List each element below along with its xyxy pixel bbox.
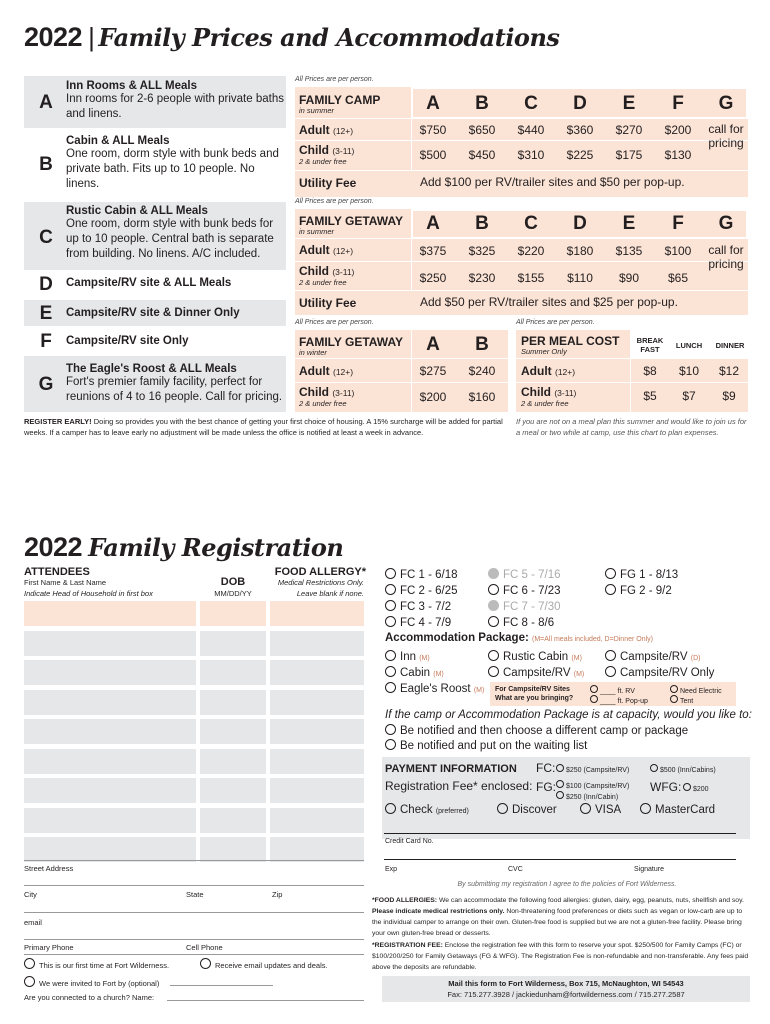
pay-visa[interactable]: VISA — [580, 803, 621, 816]
fg-adult-a: $375 — [419, 244, 447, 258]
attendee-dob-field[interactable] — [200, 601, 266, 626]
package-option-6[interactable]: Eagle's Roost (M) — [385, 682, 484, 695]
wfg-adult-a: $275 — [419, 364, 447, 378]
attendee-allergy-field[interactable] — [270, 660, 364, 685]
fc-adult-d: $360 — [566, 123, 594, 137]
street-label: Street Address — [24, 864, 74, 873]
fg-utility: Add $50 per RV/trailer sites and $25 per pop-up. — [420, 295, 678, 309]
cvc-label: CVC — [508, 866, 523, 873]
register-early-note: REGISTER EARLY! Doing so provides you with the best chance of getting your first choice of housing. A 15% surcharge will be added for partial weeks. If a camper has to leave early no adjustment will be made unless the office is notified at least a week in advance. — [24, 417, 503, 437]
attendee-allergy-field[interactable] — [270, 631, 364, 656]
accom-letter-f: F — [40, 331, 52, 352]
accom-letter-d: D — [39, 274, 53, 295]
fc-utility-label: Utility Fee — [299, 176, 357, 190]
fg-opt-250[interactable]: $250 (Inn/Cabin) — [556, 791, 618, 801]
fc-child-a: $500 — [419, 148, 447, 162]
attendee-name-field[interactable] — [24, 601, 196, 626]
city-label: City — [24, 890, 37, 899]
registration-year: 2022 — [24, 532, 83, 562]
meal-col-lunch: LUNCH — [675, 341, 703, 350]
attendee-allergy-field[interactable] — [270, 719, 364, 744]
camp-option-4[interactable]: FC 6 - 7/23 — [488, 584, 561, 597]
accom-item-a: Inn Rooms & ALL Meals Inn rooms for 2-6 people with private baths and linens. — [66, 80, 284, 120]
attendee-allergy-field[interactable] — [270, 808, 364, 833]
attendee-name-field[interactable] — [24, 660, 196, 685]
fg-adult-label: Adult (12+) — [299, 243, 354, 257]
meal-title: PER MEAL COST — [521, 334, 620, 348]
radio-icon — [488, 600, 499, 611]
state-label: State — [186, 890, 204, 899]
meal-sub: Summer Only — [521, 347, 567, 356]
radio-icon — [605, 666, 616, 677]
fc-g-call: call for pricing — [708, 122, 744, 150]
accom-letter-b: B — [39, 154, 53, 175]
accom-letter-e: E — [39, 303, 53, 324]
fc-col-d: D — [573, 93, 587, 114]
fg-utility-label: Utility Fee — [299, 296, 357, 310]
attendee-dob-field[interactable] — [200, 778, 266, 803]
email-updates-checkbox[interactable]: Receive email updates and deals. — [200, 958, 328, 970]
signature-label: Signature — [634, 866, 664, 873]
attendee-name-field[interactable] — [24, 808, 196, 833]
fc-col-c: C — [524, 93, 538, 114]
wfg-child-label: Child (3-11) — [299, 385, 355, 399]
attendee-name-field[interactable] — [24, 837, 196, 862]
fc-adult-label: Adult (12+) — [299, 123, 354, 137]
attendee-dob-field[interactable] — [200, 631, 266, 656]
radio-icon — [385, 616, 396, 627]
camp-option-0[interactable]: FC 1 - 6/18 — [385, 568, 458, 581]
meal-adult-breakfast: $8 — [643, 364, 657, 378]
fc-opt-500[interactable]: $500 (Inn/Cabins) — [650, 764, 716, 774]
zip-label: Zip — [272, 890, 283, 899]
fc-adult-b: $650 — [468, 123, 496, 137]
wfg-label: WFG: — [650, 780, 682, 794]
prices-title: 2022 | Family Prices and Accommodations — [24, 22, 560, 52]
radio-icon — [385, 568, 396, 579]
fg-adult-d: $180 — [566, 244, 594, 258]
reg-fee-label: Registration Fee* enclosed: — [385, 779, 533, 793]
radio-icon — [488, 666, 499, 677]
accom-item-d: Campsite/RV site & ALL Meals — [66, 277, 232, 289]
fg-adult-e: $135 — [615, 244, 643, 258]
package-option-0[interactable]: Inn (M) — [385, 650, 430, 663]
attendee-name-field[interactable] — [24, 690, 196, 715]
invited-field[interactable] — [170, 985, 273, 986]
pay-discover[interactable]: Discover — [497, 803, 557, 816]
wfg-child-sub: 2 & under free — [299, 399, 347, 408]
wfg-child-b: $160 — [468, 390, 496, 404]
invited-checkbox[interactable]: We were invited to Fort by (optional) — [24, 976, 159, 988]
family-camp-title: FAMILY CAMP — [299, 93, 381, 107]
camp-option-3[interactable]: FC 2 - 6/25 — [385, 584, 458, 597]
fc-child-sub: 2 & under free — [299, 157, 347, 166]
fc-child-b: $450 — [468, 148, 496, 162]
accom-item-c: Rustic Cabin & ALL Meals One room, dorm style with bunk beds for up to 10 people. Central bath is separate from building. No linens. A/C included. — [66, 205, 274, 260]
fc-adult-e: $270 — [615, 123, 643, 137]
agree-note: By submitting my registration I agree to the policies of Fort Wilderness. — [457, 881, 677, 888]
fg-note: All Prices are per person. — [295, 198, 374, 205]
accom-letter-a: A — [39, 92, 53, 113]
accom-letter-c: C — [39, 227, 53, 248]
first-time-checkbox[interactable]: This is our first time at Fort Wilderness. — [24, 958, 169, 970]
fg-adult-f: $100 — [664, 244, 692, 258]
fg-child-d: $110 — [567, 271, 593, 285]
attendees-sub2: Indicate Head of Household in first box — [24, 589, 153, 598]
radio-icon — [385, 666, 396, 677]
capacity-choose-different[interactable]: Be notified and then choose a different camp or package — [385, 724, 688, 737]
cc-field[interactable] — [384, 848, 736, 860]
meal-adult-dinner: $12 — [718, 364, 740, 378]
fc-label: FC: — [536, 761, 556, 775]
fg-col-f: F — [672, 213, 684, 234]
email-field[interactable] — [24, 928, 364, 940]
attendee-dob-field[interactable] — [200, 808, 266, 833]
attendee-allergy-field[interactable] — [270, 749, 364, 774]
registration-title — [24, 532, 343, 563]
attendee-name-field[interactable] — [24, 719, 196, 744]
radio-icon — [488, 584, 499, 595]
wfg-adult-label: Adult (12+) — [299, 364, 354, 378]
package-option-3[interactable]: Cabin (M) — [385, 666, 444, 679]
wfg-title: FAMILY GETAWAY — [299, 335, 404, 349]
package-option-4[interactable]: Campsite/RV (M) — [488, 666, 584, 679]
radio-icon — [605, 584, 616, 595]
exp-label: Exp — [385, 866, 398, 873]
meal-col-dinner: DINNER — [715, 341, 745, 350]
package-heading: Accommodation Package: (M=All meals included, D=Dinner Only) — [385, 632, 653, 644]
meal-adult-lunch: $10 — [678, 364, 700, 378]
mail-contact: Fax: 715.277.3928 / jackiedunham@fortwilderness.com / 715.277.2587 — [447, 990, 685, 999]
attendees-sub1: First Name & Last Name — [24, 578, 107, 587]
dob-heading: DOB — [220, 576, 246, 588]
attendee-allergy-field[interactable] — [270, 601, 364, 626]
radio-icon — [385, 682, 396, 693]
camp-option-1[interactable]: FC 5 - 7/16 — [488, 568, 561, 581]
fg-col-b: B — [475, 213, 489, 234]
fc-adult-a: $750 — [419, 123, 447, 137]
cc-label: Credit Card No. — [385, 838, 434, 845]
accom-item-f: Campsite/RV site Only — [66, 335, 189, 347]
meal-plan-note: If you are not on a meal plan this summer and would like to join us for a meal or two while at camp, use this chart to plan expenses. — [516, 417, 747, 437]
wfg-child-a: $200 — [419, 390, 447, 404]
phone-field[interactable] — [24, 953, 364, 955]
camp-option-5[interactable]: FG 2 - 9/2 — [605, 584, 672, 597]
mail-box — [382, 976, 750, 1002]
church-field[interactable] — [167, 1000, 364, 1001]
fg-child-b: $230 — [468, 271, 496, 285]
allergy-sub1: Medical Restrictions Only. — [277, 578, 364, 587]
fg-col-g: G — [718, 213, 734, 234]
fc-col-a: A — [426, 93, 440, 114]
camp-option-8[interactable]: FC 4 - 7/9 — [385, 616, 451, 629]
fc-utility: Add $100 per RV/trailer sites and $50 per pop-up. — [420, 175, 685, 189]
attendee-allergy-field[interactable] — [270, 837, 364, 862]
wfg-col-b: B — [475, 334, 489, 355]
fg-g-call: call for pricing — [708, 243, 744, 271]
camp-option-2[interactable]: FG 1 - 8/13 — [605, 568, 678, 581]
fg-child-c: $155 — [517, 271, 545, 285]
fc-child-c: $310 — [517, 148, 545, 162]
camp-option-7[interactable]: FC 7 - 7/30 — [488, 600, 561, 613]
meal-child-label: Child (3-11) — [521, 385, 577, 399]
fg-child-sub: 2 & under free — [299, 278, 347, 287]
fg-title: FAMILY GETAWAY — [299, 214, 404, 228]
attendee-dob-field[interactable] — [200, 690, 266, 715]
fg-col-d: D — [573, 213, 587, 234]
attendee-dob-field[interactable] — [200, 837, 266, 862]
accom-letter-g: G — [38, 374, 54, 395]
attendees-heading: ATTENDEES — [24, 566, 90, 578]
food-allergy-note: *FOOD ALLERGIES: We can accommodate the following food allergies: gluten, dairy, egg, peanuts, nuts, shellfish and soy. Please indicate medical restrictions only. Non-threatening food preferences or diets such as vegan or low-carb are up to the individual camper to arrange on their own. Gluten-free food is supplied but we are not a gluten-free facility. Please bring your own gluten-free bread or desserts. — [372, 897, 744, 937]
wfg-col-a: A — [426, 334, 440, 355]
package-option-1[interactable]: Rustic Cabin (M) — [488, 650, 582, 663]
cell-phone-label: Cell Phone — [186, 943, 223, 952]
rv-need-electric[interactable]: Need Electric — [670, 685, 722, 695]
radio-icon — [488, 568, 499, 579]
fg-adult-b: $325 — [468, 244, 496, 258]
church-label: Are you connected to a church? Name: — [24, 993, 155, 1002]
fg-child-a: $250 — [419, 271, 447, 285]
fg-label: FG: — [536, 780, 556, 794]
fc-col-e: E — [622, 93, 636, 114]
city-state-zip-field[interactable] — [24, 901, 364, 913]
capacity-waiting-list[interactable]: Be notified and put on the waiting list — [385, 739, 587, 752]
fg-adult-c: $220 — [517, 244, 545, 258]
fg-opt-100[interactable]: $100 (Campsite/RV) — [556, 780, 629, 790]
accom-item-g: The Eagle's Roost & ALL Meals Fort's premier family facility, perfect for reunions of 4 to 16 people. Call for pricing. — [66, 363, 283, 403]
radio-icon — [385, 584, 396, 595]
meal-child-lunch: $7 — [682, 389, 696, 403]
radio-icon — [488, 650, 499, 661]
pay-mastercard[interactable]: MasterCard — [640, 803, 715, 816]
prices-year: 2022 — [24, 22, 83, 52]
rv-tent[interactable]: Tent — [670, 695, 693, 705]
mail-address: Mail this form to Fort Wilderness, Box 715, McNaughton, WI 54543 — [448, 979, 684, 988]
attendee-allergy-field[interactable] — [270, 690, 364, 715]
family-camp-sub: in summer — [299, 106, 335, 115]
radio-icon — [385, 600, 396, 611]
fg-child-label: Child (3-11) — [299, 264, 355, 278]
wfg-note: All Prices are per person. — [295, 319, 374, 326]
package-option-2[interactable]: Campsite/RV (D) — [605, 650, 700, 663]
fc-child-d: $225 — [566, 148, 594, 162]
fc-child-label: Child (3-11) — [299, 143, 355, 157]
registration-title-text: Family Registration — [88, 533, 344, 562]
camp-option-9[interactable]: FC 8 - 8/6 — [488, 616, 554, 629]
dob-sub: MM/DD/YY — [214, 589, 252, 598]
rv-ft-rv[interactable]: ____ ft. RV — [590, 685, 635, 695]
radio-icon — [605, 650, 616, 661]
attendee-name-field[interactable] — [24, 631, 196, 656]
prices-title-text: Family Prices and Accommodations — [98, 23, 560, 52]
attendee-dob-field[interactable] — [200, 660, 266, 685]
package-option-5[interactable]: Campsite/RV Only — [605, 666, 714, 679]
fc-opt-250[interactable]: $250 (Campsite/RV) — [556, 764, 629, 774]
attendee-dob-field[interactable] — [200, 749, 266, 774]
reg-fee-note: *REGISTRATION FEE: Enclose the registration fee with this form to reserve your spot. $250/500 for Family Camps (FC) or $100/200/250 for Family Getaways (FG & WFG). The Registration Fee is non-refundable and non-transferable. Any fees paid above the deposits are refundable. — [372, 942, 749, 971]
email-label: email — [24, 918, 42, 927]
meal-col-breakfast: BREAK FAST — [636, 336, 664, 354]
fc-child-e: $175 — [615, 148, 643, 162]
fc-col-b: B — [475, 93, 489, 114]
radio-icon — [385, 650, 396, 661]
rv-ft-popup[interactable]: ____ ft. Pop-up — [590, 695, 648, 705]
payment-title: PAYMENT INFORMATION — [385, 763, 517, 775]
pay-check[interactable]: Check (preferred) — [385, 803, 469, 816]
fc-col-g: G — [718, 93, 734, 114]
fc-child-f: $130 — [664, 148, 692, 162]
rv-question: For Campsite/RV Sites What are you bringing? — [495, 686, 574, 702]
fg-col-c: C — [524, 213, 538, 234]
attendee-allergy-field[interactable] — [270, 778, 364, 803]
meal-child-dinner: $9 — [722, 389, 736, 403]
street-field[interactable] — [24, 874, 364, 886]
all-prices-note: All Prices are per person. — [295, 76, 374, 83]
camp-option-6[interactable]: FC 3 - 7/2 — [385, 600, 451, 613]
fg-sub: in summer — [299, 227, 335, 236]
accom-item-e: Campsite/RV site & Dinner Only — [66, 307, 240, 319]
wfg-opt-200[interactable]: $200 — [683, 783, 709, 793]
meal-child-sub: 2 & under free — [521, 399, 569, 408]
attendee-name-field[interactable] — [24, 749, 196, 774]
meal-adult-label: Adult (12+) — [521, 364, 576, 378]
fc-adult-c: $440 — [517, 123, 545, 137]
fc-col-f: F — [672, 93, 684, 114]
fg-child-f: $65 — [667, 271, 689, 285]
radio-icon — [488, 616, 499, 627]
capacity-question: If the camp or Accommodation Package is at capacity, would you like to: — [385, 709, 752, 721]
fg-col-a: A — [426, 213, 440, 234]
meal-note-top: All Prices are per person. — [516, 319, 595, 326]
fg-child-e: $90 — [618, 271, 640, 285]
attendee-name-field[interactable] — [24, 778, 196, 803]
primary-phone-label: Primary Phone — [24, 943, 74, 952]
allergy-heading: FOOD ALLERGY* — [274, 566, 366, 578]
radio-icon — [605, 568, 616, 579]
wfg-adult-b: $240 — [468, 364, 496, 378]
wfg-sub: in winter — [299, 348, 327, 357]
allergy-sub2: Leave blank if none. — [296, 589, 364, 598]
fc-adult-f: $200 — [664, 123, 692, 137]
fg-col-e: E — [622, 213, 636, 234]
accom-item-b: Cabin & ALL Meals One room, dorm style with bunk beds and private bath. Fits up to 10 people. No linens. — [66, 135, 279, 190]
attendee-dob-field[interactable] — [200, 719, 266, 744]
meal-child-breakfast: $5 — [643, 389, 657, 403]
